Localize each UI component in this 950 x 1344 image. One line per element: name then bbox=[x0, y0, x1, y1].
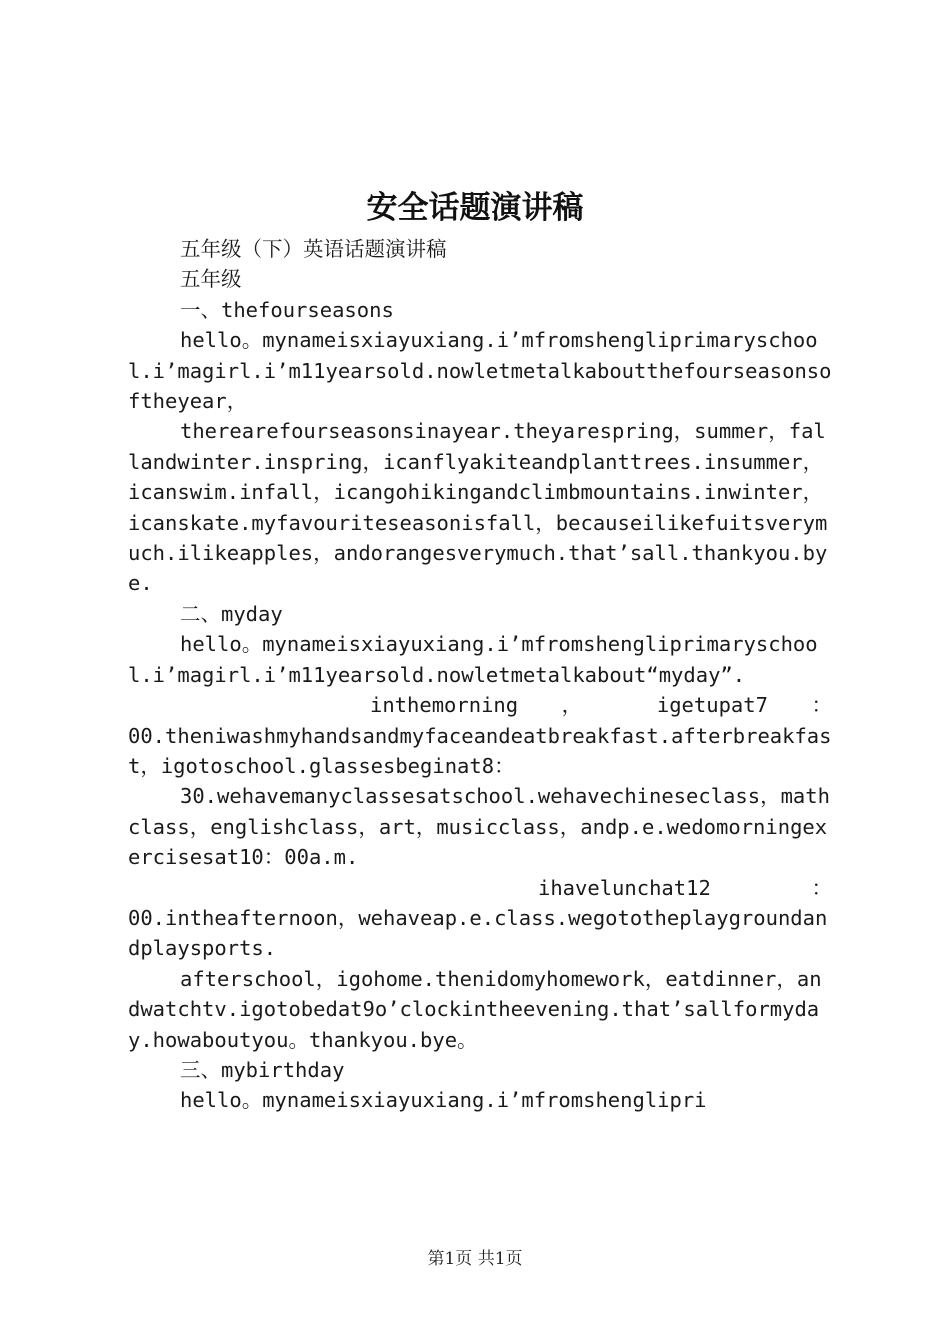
paragraph-intro-1: hello。mynameisxiayuxiang.i’mfromshengliprimaryschool.i’magirl.i’m11yearsold.nowletmetalkaboutthefourseasonsoftheyear， bbox=[128, 328, 832, 414]
paragraph-seasons: therearefourseasonsinayear.theyarespring，summer，fallandwinter.inspring，icanflyakiteandplanttrees.insummer，icanswim.infall，icangohikingandclimbmountains.inwinter，icanskate.myfavouriteseasonisfall，becauseilikefuitsverymuch.ilikeapples，andorangesverymuch.that’sall.thankyou.bye. bbox=[128, 419, 828, 596]
paragraph-after-school: afterschool，igohome.thenidomyhomework，eatdinner，andwatchtv.igotobedat9o’clockintheevening.that’sallformyday.howaboutyou。thankyou.bye。 bbox=[128, 966, 822, 1052]
paragraph-classes: 30.wehavemanyclassesatschool.wehavechineseclass，mathclass，englishclass，art，musicclass，andp.e.wedomorningexercisesat10：00a.m. bbox=[128, 784, 830, 870]
paragraph-intro-2: hello。mynameisxiayuxiang.i’mfromshengliprimaryschool.i’magirl.i’m11yearsold.nowletmetalkabout“myday”. bbox=[128, 632, 818, 687]
page-footer: 第1页 共1页 bbox=[427, 1249, 523, 1269]
paragraph-morning-fragment: inthemorning ， igetupat7 ： bbox=[370, 693, 832, 718]
paragraph-afternoon: 00.intheafternoon，wehaveap.e.class.wegototheplaygroundandplaysports. bbox=[128, 905, 828, 961]
document-body bbox=[128, 234, 832, 1116]
paragraph-morning: 00.theniwashmyhandsandmyfaceandeatbreakfast.afterbreakfast，igotoschool.glassesbeginat8： bbox=[128, 723, 832, 778]
section-heading-four-seasons: 一、thefourseasons bbox=[180, 297, 394, 322]
paragraph-lunch-fragment: ihavelunchat12 ： bbox=[538, 875, 832, 900]
paragraph-intro-3: hello。mynameisxiayuxiang.i’mfromshenglipri bbox=[180, 1088, 707, 1113]
document-title: 安全话题演讲稿 bbox=[366, 190, 584, 226]
section-heading-my-birthday: 三、mybirthday bbox=[180, 1057, 345, 1082]
paragraph-grade: 五年级 bbox=[180, 267, 242, 292]
section-heading-my-day: 二、myday bbox=[180, 601, 283, 626]
paragraph-subtitle: 五年级（下）英语话题演讲稿 bbox=[180, 237, 447, 261]
